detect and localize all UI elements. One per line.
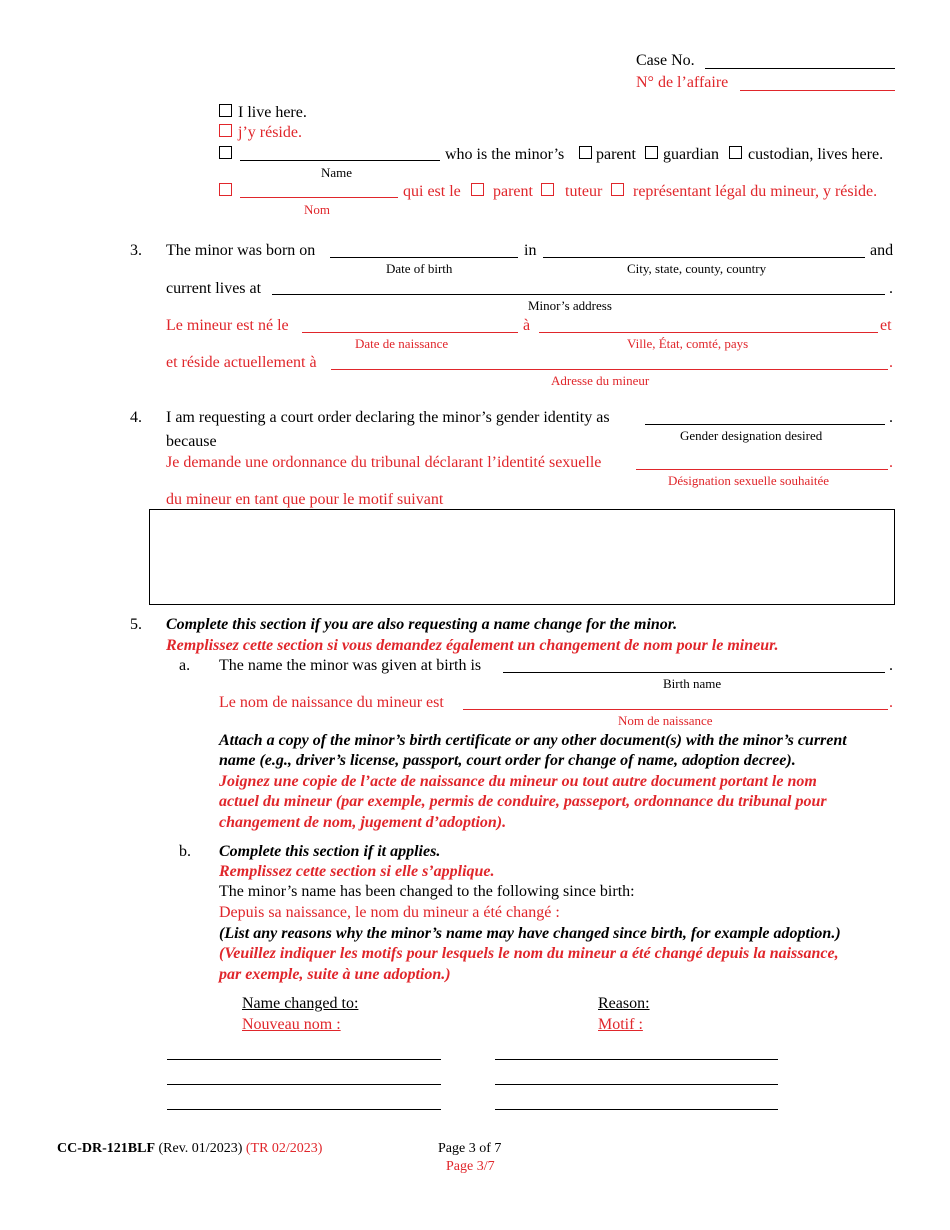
custodian-label-fr: représentant légal du mineur, y réside. xyxy=(633,183,878,200)
gender-designation-line-fr xyxy=(636,469,888,470)
footer-form-id: CC-DR-121BLF xyxy=(57,1141,155,1156)
section-5b-label: b. xyxy=(179,843,191,860)
minor-address-line-fr xyxy=(331,369,888,370)
name-changed-header-fr: Nouveau nom : xyxy=(242,1016,341,1033)
guardian-checkbox-fr[interactable] xyxy=(541,183,554,196)
date-of-birth-field[interactable] xyxy=(330,257,518,258)
in-label-fr: à xyxy=(523,317,531,334)
guardian-checkbox[interactable] xyxy=(645,146,658,159)
case-no-label-fr: N° de l’affaire xyxy=(636,74,729,91)
section-5b-intro-fr: Remplissez cette section si elle s’applique. xyxy=(219,863,495,880)
address-caption: Minor’s address xyxy=(528,298,612,313)
parent-checkbox-fr[interactable] xyxy=(471,183,484,196)
birth-name-text: The name the minor was given at birth is xyxy=(219,657,482,674)
name-changed-field-2[interactable] xyxy=(167,1084,441,1085)
name-changed-field-1[interactable] xyxy=(167,1059,441,1060)
gender-request-text: I am requesting a court order declaring the minor’s gender identity as xyxy=(166,409,610,426)
address-period-fr: . xyxy=(889,354,893,371)
birth-name-period-fr: . xyxy=(889,694,893,711)
section-5-number: 5. xyxy=(130,616,142,633)
attach-instruction-fr-1: Joignez une copie de l’acte de naissance du mineur ou tout autre document portant le nom xyxy=(219,773,817,790)
other-person-name-field-fr[interactable] xyxy=(240,197,398,198)
gender-caption: Gender designation desired xyxy=(680,428,823,443)
gender-period-fr: . xyxy=(889,454,893,471)
other-person-checkbox[interactable] xyxy=(219,146,232,159)
case-no-field[interactable] xyxy=(705,68,895,69)
attach-instruction-fr-2: actuel du mineur (par exemple, permis de conduire, passeport, ordonnance du tribunal pour xyxy=(219,793,827,810)
who-is-label: who is the minor’s xyxy=(445,146,565,163)
name-changed-text: The minor’s name has been changed to the following since birth: xyxy=(219,883,635,900)
dob-caption-fr: Date de naissance xyxy=(355,336,449,351)
and-label-fr: et xyxy=(880,317,892,334)
section-5b-intro: Complete this section if it applies. xyxy=(219,843,441,860)
section-4-number: 4. xyxy=(130,409,142,426)
birth-name-caption-fr: Nom de naissance xyxy=(618,713,713,728)
born-on-label-fr: Le mineur est né le xyxy=(166,317,289,334)
birth-name-line-fr xyxy=(463,709,888,710)
birth-name-caption: Birth name xyxy=(663,676,722,691)
guardian-label: guardian xyxy=(663,146,719,163)
birth-name-period: . xyxy=(889,657,893,674)
i-live-here-label-fr: j’y réside. xyxy=(238,124,302,141)
section-5-intro-fr: Remplissez cette section si vous demandez également un changement de nom pour le mineur. xyxy=(166,637,779,654)
parent-label: parent xyxy=(596,146,636,163)
reason-field-2[interactable] xyxy=(495,1084,778,1085)
birth-name-text-fr: Le nom de naissance du mineur est xyxy=(219,694,444,711)
parent-checkbox[interactable] xyxy=(579,146,592,159)
name-caption: Name xyxy=(321,165,353,180)
because-label-fr: du mineur en tant que pour le motif suivant xyxy=(166,491,444,508)
place-caption: City, state, county, country xyxy=(627,261,767,276)
other-person-name-field[interactable] xyxy=(240,160,440,161)
dob-caption: Date of birth xyxy=(386,261,453,276)
footer-page-fr: Page 3/7 xyxy=(446,1159,495,1174)
section-5a-label: a. xyxy=(179,657,191,674)
lives-at-label: current lives at xyxy=(166,280,262,297)
born-on-label: The minor was born on xyxy=(166,242,316,259)
reason-field-3[interactable] xyxy=(495,1109,778,1110)
address-caption-fr: Adresse du mineur xyxy=(551,373,650,388)
gender-designation-field[interactable] xyxy=(645,424,885,425)
custodian-label: custodian, lives here. xyxy=(748,146,884,163)
footer-rev: (Rev. 01/2023) xyxy=(158,1141,243,1156)
reason-header: Reason: xyxy=(598,995,650,1012)
section-3-number: 3. xyxy=(130,242,142,259)
who-is-label-fr: qui est le xyxy=(403,183,461,200)
footer-form-info xyxy=(57,1142,322,1156)
guardian-label-fr: tuteur xyxy=(565,183,603,200)
custodian-checkbox[interactable] xyxy=(729,146,742,159)
name-changed-header: Name changed to: xyxy=(242,995,359,1012)
address-period: . xyxy=(889,280,893,297)
gender-caption-fr: Désignation sexuelle souhaitée xyxy=(668,473,830,488)
in-label: in xyxy=(524,242,537,259)
i-live-here-checkbox-fr[interactable] xyxy=(219,124,232,137)
place-caption-fr: Ville, État, comté, pays xyxy=(627,336,749,351)
section-5-intro: Complete this section if you are also requesting a name change for the minor. xyxy=(166,616,678,633)
gender-period: . xyxy=(889,409,893,426)
name-changed-field-3[interactable] xyxy=(167,1109,441,1110)
minor-address-field[interactable] xyxy=(272,294,885,295)
case-no-field-fr-line xyxy=(740,90,895,91)
attach-instruction-fr-3: changement de nom, jugement d’adoption). xyxy=(219,814,507,831)
case-no-label: Case No. xyxy=(636,52,695,69)
list-reasons-instruction: (List any reasons why the minor’s name may have changed since birth, for example adoption.) xyxy=(219,925,841,942)
i-live-here-label: I live here. xyxy=(238,104,307,121)
other-person-checkbox-fr[interactable] xyxy=(219,183,232,196)
because-label: because xyxy=(166,433,217,450)
gender-request-text-fr: Je demande une ordonnance du tribunal déclarant l’identité sexuelle xyxy=(166,454,602,471)
reason-textarea[interactable] xyxy=(149,509,895,605)
i-live-here-checkbox[interactable] xyxy=(219,104,232,117)
date-of-birth-line-fr xyxy=(302,332,518,333)
footer-page: Page 3 of 7 xyxy=(438,1141,502,1156)
attach-instruction-1: Attach a copy of the minor’s birth certificate or any other document(s) with the minor’s current xyxy=(219,732,847,749)
footer-tr: (TR 02/2023) xyxy=(245,1141,323,1156)
name-changed-text-fr: Depuis sa naissance, le nom du mineur a été changé : xyxy=(219,904,560,921)
custodian-checkbox-fr[interactable] xyxy=(611,183,624,196)
list-reasons-instruction-fr-2: par exemple, suite à une adoption.) xyxy=(219,966,451,983)
attach-instruction-2: name (e.g., driver’s license, passport, court order for change of name, adoption decree). xyxy=(219,752,796,769)
reason-field-1[interactable] xyxy=(495,1059,778,1060)
birth-place-line-fr xyxy=(539,332,878,333)
list-reasons-instruction-fr-1: (Veuillez indiquer les motifs pour lesquels le nom du mineur a été changé depuis la naissance, xyxy=(219,945,839,962)
reason-header-fr: Motif : xyxy=(598,1016,643,1033)
lives-at-label-fr: et réside actuellement à xyxy=(166,354,317,371)
birth-name-field[interactable] xyxy=(503,672,885,673)
parent-label-fr: parent xyxy=(493,183,533,200)
and-label: and xyxy=(870,242,894,259)
birth-place-field[interactable] xyxy=(543,257,865,258)
name-caption-fr: Nom xyxy=(304,202,330,217)
